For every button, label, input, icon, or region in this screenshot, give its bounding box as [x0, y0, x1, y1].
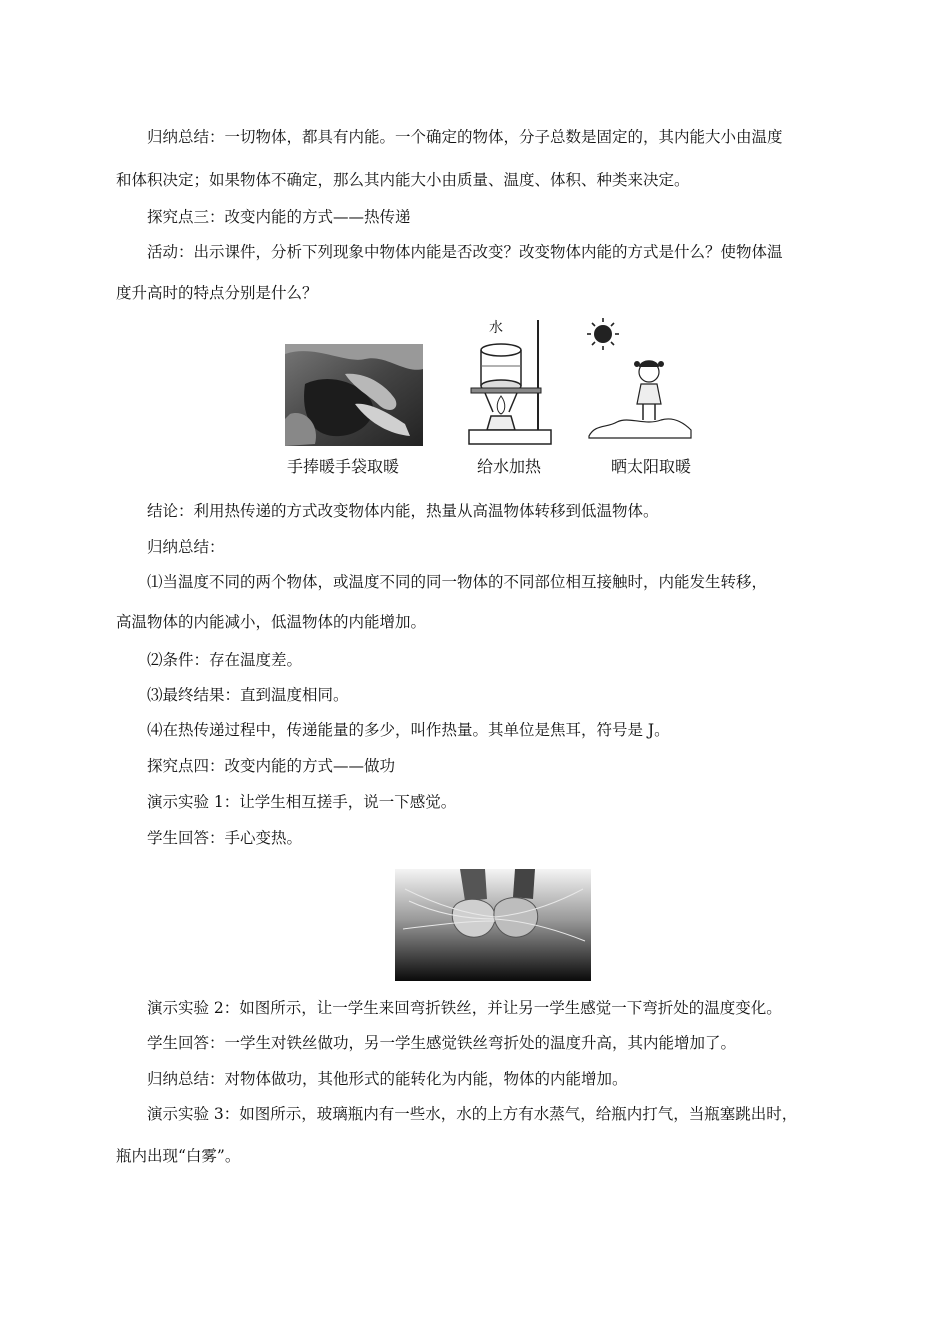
- paragraph-activity-line1: 活动：出示课件，分析下列现象中物体内能是否改变？改变物体内能的方式是什么？使物体温: [147, 243, 783, 261]
- paragraph-summary-1-line2: 和体积决定；如果物体不确定，那么其内能大小由质量、温度、体积、种类来决定。: [116, 171, 690, 189]
- paragraph-demo-3-line2: 瓶内出现“白雾”。: [116, 1147, 241, 1165]
- label-water: 水: [489, 320, 503, 336]
- paragraph-summary-1-line1: 归纳总结：一切物体，都具有内能。一个确定的物体，分子总数是固定的，其内能大小由温度: [147, 128, 783, 146]
- list-item-1-line2: 高温物体的内能减小，低温物体的内能增加。: [116, 613, 427, 631]
- list-item-1-line1: ⑴当温度不同的两个物体，或温度不同的同一物体的不同部位相互接触时，内能发生转移，: [147, 573, 768, 591]
- figure-heat-transfer: [285, 312, 705, 487]
- paragraph-conclusion: 结论：利用热传递的方式改变物体内能，热量从高温物体转移到低温物体。: [147, 502, 659, 520]
- section-heading-4: 探究点四：改变内能的方式——做功: [147, 757, 396, 775]
- paragraph-activity-line2: 度升高时的特点分别是什么？: [116, 284, 318, 302]
- sun-icon: [587, 318, 619, 350]
- list-item-4: ⑷在热传递过程中，传递能量的多少，叫作热量。其单位是焦耳，符号是 J。: [147, 721, 670, 739]
- paragraph-demo-2: 演示实验 2：如图所示，让一学生来回弯折铁丝，并让另一学生感觉一下弯折处的温度变化。: [147, 999, 782, 1017]
- diagram-sunbathing-child: [585, 312, 695, 440]
- photo-hands-warm-bag: [285, 344, 423, 446]
- diagram-heating-water: [465, 316, 559, 448]
- caption-sunbathing: 晒太阳取暖: [611, 457, 692, 476]
- section-heading-3: 探究点三：改变内能的方式——热传递: [147, 208, 411, 226]
- paragraph-demo-1: 演示实验 1：让学生相互搓手，说一下感觉。: [147, 793, 457, 811]
- paragraph-demo-3-line1: 演示实验 3：如图所示，玻璃瓶内有一些水，水的上方有水蒸气，给瓶内打气，当瓶塞跳出时，: [147, 1105, 798, 1123]
- paragraph-summary-3: 归纳总结：对物体做功，其他形式的能转化为内能，物体的内能增加。: [147, 1070, 628, 1088]
- photo-bending-wire: [395, 869, 591, 981]
- list-item-3: ⑶最终结果：直到温度相同。: [147, 686, 349, 704]
- caption-heating-water: 给水加热: [477, 457, 542, 476]
- paragraph-summary-2-heading: 归纳总结：: [147, 538, 225, 556]
- caption-hands-warm-bag: 手捧暖手袋取暖: [287, 457, 400, 476]
- paragraph-answer-2: 学生回答：一学生对铁丝做功，另一学生感觉铁丝弯折处的温度升高，其内能增加了。: [147, 1034, 737, 1052]
- list-item-2: ⑵条件：存在温度差。: [147, 651, 303, 669]
- paragraph-answer-1: 学生回答：手心变热。: [147, 829, 303, 847]
